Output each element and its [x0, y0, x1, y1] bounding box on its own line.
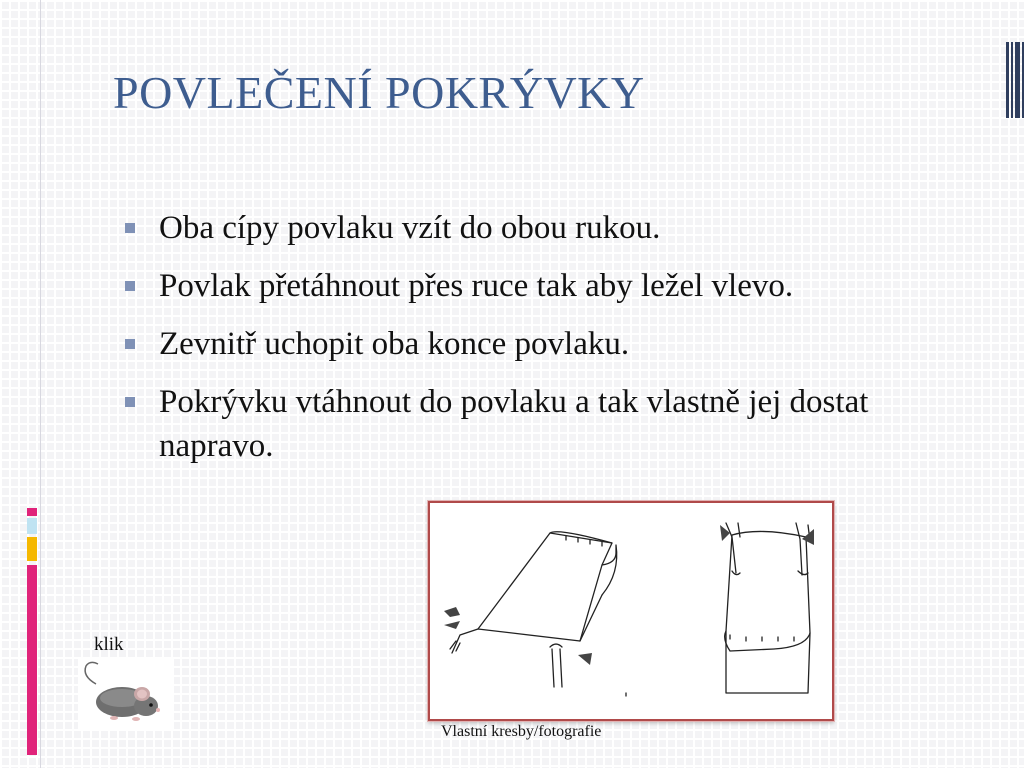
square-bullet-icon [125, 339, 135, 349]
bullet-text: Zevnitř uchopit oba konce povlaku. [159, 326, 630, 362]
square-bullet-icon [125, 281, 135, 291]
accent-bar-pink-long [27, 565, 37, 755]
mouse-animal-icon [78, 658, 174, 730]
accent-bar-pink [27, 508, 37, 516]
slide-title: POVLEČENÍ POKRÝVKY [113, 67, 645, 118]
bullet-item [122, 380, 942, 468]
bullet-item [122, 322, 942, 366]
bullet-text: Pokrývku vtáhnout do povlaku a tak vlastně jej dostat napravo. [159, 384, 869, 464]
illustration-frame [428, 501, 834, 721]
mouse-button[interactable] [78, 658, 174, 730]
bullet-item [122, 264, 942, 308]
square-bullet-icon [125, 397, 135, 407]
accent-bar-light-blue [27, 518, 37, 534]
bullet-list [122, 206, 942, 482]
klik-link[interactable]: klik [94, 634, 124, 655]
accent-bar-yellow [27, 537, 37, 561]
image-caption: Vlastní kresby/fotografie [441, 723, 602, 740]
corner-decoration [1006, 42, 1024, 118]
bullet-text: Oba cípy povlaku vzít do obou rukou. [159, 210, 661, 246]
square-bullet-icon [125, 223, 135, 233]
arrow-icons [430, 503, 832, 719]
left-rule [40, 0, 41, 768]
bullet-text: Povlak přetáhnout přes ruce tak aby ležel vlevo. [159, 268, 794, 304]
bullet-item [122, 206, 942, 250]
